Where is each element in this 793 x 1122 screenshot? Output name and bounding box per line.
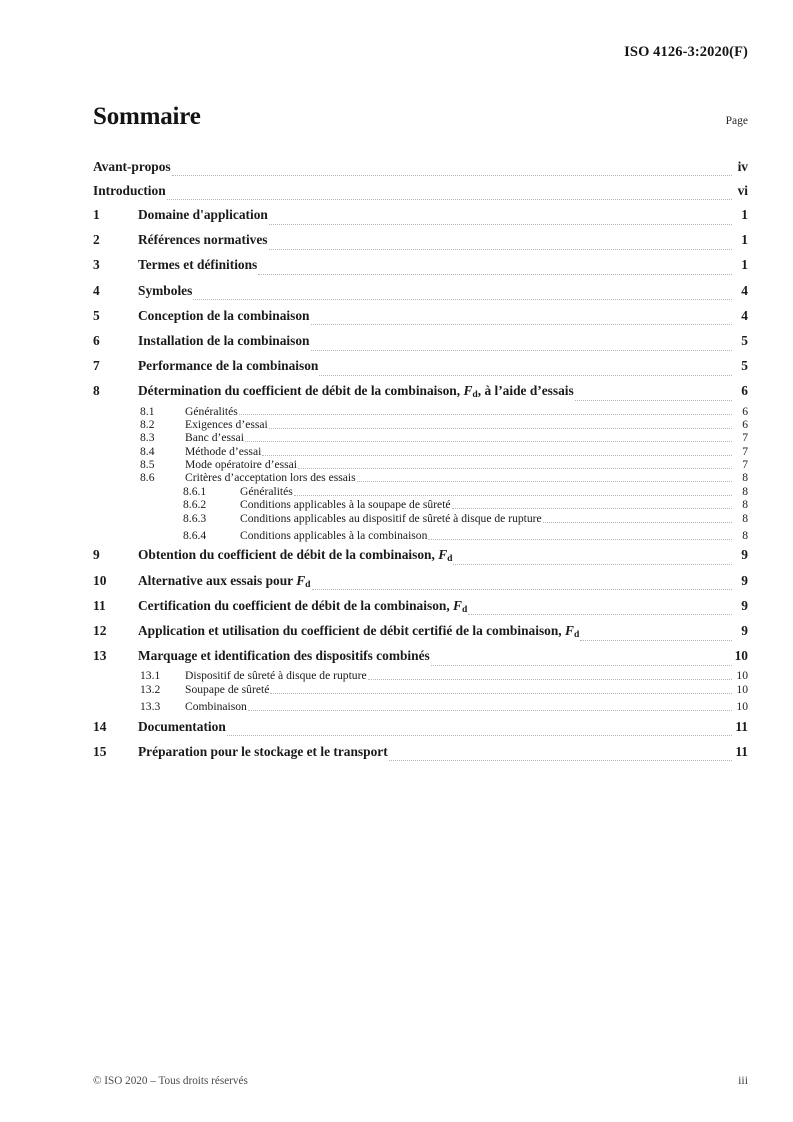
toc-entry-subclause-8.6.3[interactable] <box>93 512 748 525</box>
toc-entry-label: Critères d’acceptation lors des essais <box>185 471 356 485</box>
toc-entry-clause-12[interactable] <box>93 618 748 643</box>
toc-entry-subclause-8.2[interactable] <box>93 418 748 431</box>
toc-entry-subclause-13.1[interactable] <box>93 669 748 682</box>
toc-entry-label: Soupape de sûreté <box>185 682 270 696</box>
toc-entry-page-number: 7 <box>742 444 748 458</box>
toc-entry-label: Généralités <box>240 484 293 498</box>
page-folio: iii <box>738 1073 748 1087</box>
toc-entry-number: 8.6.2 <box>183 498 207 512</box>
toc-entry-page-number: 6 <box>741 383 748 399</box>
toc-entry-subclause-8.6.4[interactable] <box>93 529 748 542</box>
dot-leader <box>319 374 732 376</box>
dot-leader <box>543 521 732 523</box>
dot-leader <box>294 494 732 496</box>
toc-entry-subclause-8.1[interactable] <box>93 405 748 418</box>
dot-leader <box>428 538 732 540</box>
toc-entry-label: Conditions applicables à la combinaison <box>240 529 428 543</box>
symbol-italic: $F_d$ <box>565 622 580 641</box>
toc-entry-label: Application et utilisation du coefficient de débit certifié de la combinaison, $F_d$ <box>138 622 580 641</box>
toc-entry-clause-1[interactable] <box>93 202 748 227</box>
toc-entry-subclause-13.2[interactable] <box>93 683 748 696</box>
toc-entry-number: 1 <box>93 207 100 222</box>
dot-leader <box>258 273 732 275</box>
toc-entry-page-number: 10 <box>736 669 748 683</box>
toc-entry-label: Avant-propos <box>93 159 171 174</box>
toc-entry-label: Marquage et identification des dispositifs combinés <box>138 648 430 664</box>
dot-leader <box>357 480 732 482</box>
toc-entry-label: Conditions applicables à la soupape de sûreté <box>240 498 451 512</box>
toc-entry-clause-2[interactable] <box>93 227 748 252</box>
toc-entry-label: Certification du coefficient de débit de la combinaison, $F_d$ <box>138 597 468 615</box>
toc-entry-page-number: iv <box>737 159 748 174</box>
toc-entry-clause-8[interactable] <box>93 378 748 403</box>
dot-leader <box>452 507 732 509</box>
toc-entry-label: Banc d’essai <box>185 431 244 445</box>
toc-entry-label: Références normatives <box>138 232 268 248</box>
toc-entry-number: 10 <box>93 572 107 588</box>
toc-entry-page-number: 10 <box>736 700 748 714</box>
toc-entry-label: Généralités <box>185 404 238 418</box>
toc-entry-number: 15 <box>93 743 107 759</box>
toc-entry-page-number: 11 <box>735 718 748 734</box>
toc-entry-page-number: 9 <box>741 547 748 563</box>
toc-entry-page-number: 1 <box>741 207 748 222</box>
page-title: Sommaire <box>93 103 201 130</box>
toc-entry-subclause-8.3[interactable] <box>93 431 748 444</box>
toc-entry-front-matter[interactable] <box>93 155 748 179</box>
toc-entry-front-matter[interactable] <box>93 179 748 203</box>
toc-entry-number: 5 <box>93 307 100 323</box>
toc-entry-label: Termes et définitions <box>138 257 258 273</box>
toc-entry-number: 7 <box>93 358 100 374</box>
toc-entry-page-number: 9 <box>741 597 748 613</box>
toc-entry-number: 13.1 <box>140 669 161 683</box>
toc-entry-label: Mode opératoire d’essai <box>185 458 298 472</box>
toc-entry-number: 14 <box>93 718 107 734</box>
dot-leader <box>580 639 732 641</box>
toc-entry-page-number: 9 <box>741 622 748 638</box>
toc-entry-number: 8.5 <box>140 458 155 472</box>
dot-leader <box>172 174 732 176</box>
toc-entry-clause-14[interactable] <box>93 714 748 739</box>
toc-entry-page-number: 10 <box>734 648 748 664</box>
toc-entry-page-number: 8 <box>742 498 748 512</box>
toc-entry-label: Alternative aux essais pour $F_d$ <box>138 572 311 590</box>
document-header: ISO 4126-3:2020(F) <box>624 44 748 60</box>
symbol-italic: $F_d$ <box>438 547 453 565</box>
toc-entry-label: Performance de la combinaison <box>138 358 319 374</box>
toc-entry-subclause-8.6.1[interactable] <box>93 485 748 498</box>
toc-entry-page-number: 6 <box>742 417 748 431</box>
toc-entry-number: 8.1 <box>140 404 155 418</box>
toc-entry-number: 3 <box>93 257 100 273</box>
dot-leader <box>575 399 732 401</box>
dot-leader <box>269 223 732 225</box>
toc-entry-number: 8.3 <box>140 431 155 445</box>
toc-entry-number: 6 <box>93 332 100 348</box>
toc-entry-page-number: 5 <box>741 358 748 374</box>
toc-entry-subclause-8.6.2[interactable] <box>93 498 748 511</box>
toc-entry-label: Combinaison <box>185 700 247 714</box>
toc-entry-label: Exigences d’essai <box>185 417 268 431</box>
symbol-subscript: d <box>472 389 478 401</box>
symbol-subscript: d <box>305 578 311 590</box>
toc-entry-number: 8.6.3 <box>183 511 207 525</box>
toc-entry-page-number: 7 <box>742 431 748 445</box>
toc-entry-label: Installation de la combinaison <box>138 332 310 348</box>
toc-entry-label: Conception de la combinaison <box>138 307 310 323</box>
toc-entry-page-number: 1 <box>741 257 748 273</box>
toc-entry-subclause-8.5[interactable] <box>93 458 748 471</box>
symbol-italic: $F_d$ <box>463 383 478 401</box>
toc-entry-label: Méthode d’essai <box>185 444 262 458</box>
dot-leader <box>227 734 732 736</box>
dot-leader <box>468 613 732 615</box>
symbol-subscript: d <box>573 629 580 641</box>
dot-leader <box>389 759 732 761</box>
dot-leader <box>269 248 732 250</box>
toc-entry-label: Détermination du coefficient de débit de la combinaison, $F_d$, à l’aide d’essais <box>138 383 574 401</box>
toc-entry-number: 13 <box>93 648 107 664</box>
toc-entry-clause-3[interactable] <box>93 252 748 277</box>
toc-entry-label: Dispositif de sûreté à disque de rupture <box>185 669 367 683</box>
toc-entry-number: 8.2 <box>140 417 155 431</box>
toc-entry-clause-9[interactable] <box>93 542 748 567</box>
symbol-italic: $F_d$ <box>296 572 311 590</box>
table-of-contents <box>93 155 748 764</box>
toc-entry-clause-6[interactable] <box>93 328 748 353</box>
toc-entry-clause-15[interactable] <box>93 739 748 764</box>
toc-entry-number: 2 <box>93 232 100 248</box>
toc-entry-clause-11[interactable] <box>93 593 748 618</box>
toc-entry-page-number: 6 <box>742 404 748 418</box>
toc-entry-number: 12 <box>93 622 107 638</box>
toc-entry-label: Introduction <box>93 182 166 198</box>
title-row <box>93 104 748 129</box>
copyright-notice: © ISO 2020 – Tous droits réservés <box>93 1075 248 1087</box>
symbol-italic: $F_d$ <box>453 597 468 615</box>
dot-leader <box>298 467 732 469</box>
toc-entry-number: 13.2 <box>140 682 161 696</box>
dot-leader <box>270 692 732 694</box>
symbol-subscript: d <box>461 603 468 615</box>
toc-entry-clause-4[interactable] <box>93 278 748 303</box>
toc-entry-page-number: 5 <box>741 332 748 348</box>
toc-entry-page-number: 9 <box>741 572 748 588</box>
toc-entry-label: Obtention du coefficient de débit de la combinaison, $F_d$ <box>138 547 453 565</box>
dot-leader <box>245 440 732 442</box>
toc-entry-number: 8 <box>93 383 100 399</box>
toc-entry-page-number: vi <box>737 182 748 198</box>
toc-entry-number: 8.6.4 <box>183 529 207 543</box>
toc-entry-label: Documentation <box>138 718 226 734</box>
toc-entry-page-number: 11 <box>735 743 748 759</box>
toc-entry-clause-5[interactable] <box>93 303 748 328</box>
page-column-label: Page <box>725 115 748 127</box>
toc-entry-page-number: 4 <box>741 307 748 323</box>
toc-entry-number: 9 <box>93 547 100 563</box>
dot-leader <box>453 563 732 565</box>
toc-entry-page-number: 8 <box>742 484 748 498</box>
toc-entry-clause-7[interactable] <box>93 353 748 378</box>
toc-entry-page-number: 8 <box>742 511 748 525</box>
toc-entry-clause-13[interactable] <box>93 643 748 668</box>
dot-leader <box>368 678 732 680</box>
toc-entry-label: Symboles <box>138 282 193 298</box>
toc-entry-subclause-13.3[interactable] <box>93 700 748 713</box>
dot-leader <box>239 413 732 415</box>
dot-leader <box>312 588 732 590</box>
symbol-subscript: d <box>447 553 453 565</box>
toc-entry-label: Préparation pour le stockage et le transport <box>138 743 388 759</box>
toc-entry-page-number: 10 <box>736 682 748 696</box>
toc-entry-clause-10[interactable] <box>93 568 748 593</box>
dot-leader <box>311 349 732 351</box>
dot-leader <box>248 709 732 711</box>
dot-leader <box>431 664 732 666</box>
toc-entry-number: 11 <box>93 597 106 613</box>
toc-entry-number: 13.3 <box>140 700 161 714</box>
toc-entry-label: Domaine d'application <box>138 207 268 222</box>
dot-leader <box>311 323 733 325</box>
toc-entry-number: 8.4 <box>140 444 155 458</box>
toc-entry-page-number: 1 <box>741 232 748 248</box>
toc-entry-number: 8.6.1 <box>183 484 207 498</box>
dot-leader <box>167 198 732 200</box>
toc-entry-number: 8.6 <box>140 471 155 485</box>
dot-leader <box>269 427 732 429</box>
toc-entry-page-number: 8 <box>742 529 748 543</box>
toc-entry-subclause-8.6[interactable] <box>93 471 748 484</box>
dot-leader <box>262 454 732 456</box>
toc-entry-subclause-8.4[interactable] <box>93 445 748 458</box>
toc-entry-page-number: 7 <box>742 458 748 472</box>
toc-entry-number: 4 <box>93 282 100 298</box>
toc-entry-page-number: 4 <box>741 282 748 298</box>
toc-entry-page-number: 8 <box>742 471 748 485</box>
toc-entry-label: Conditions applicables au dispositif de sûreté à disque de rupture <box>240 511 542 525</box>
dot-leader <box>193 298 732 300</box>
document-footer <box>93 1073 748 1088</box>
